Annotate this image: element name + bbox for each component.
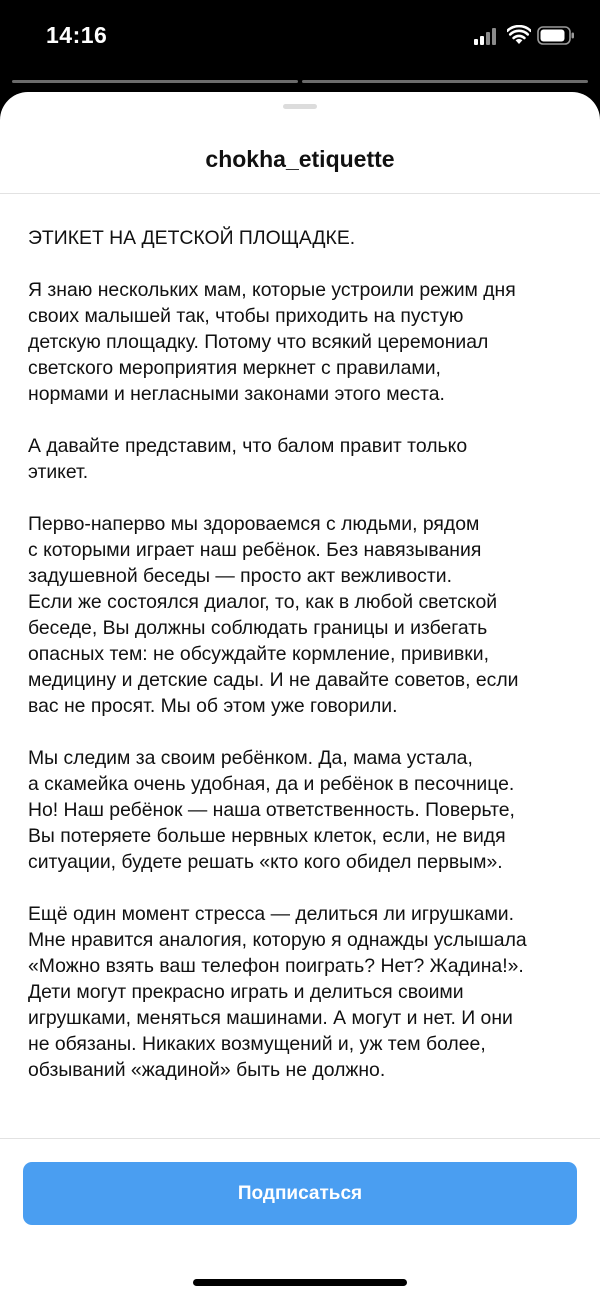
- home-indicator[interactable]: [193, 1279, 407, 1286]
- divider: [0, 193, 600, 194]
- subscribe-button[interactable]: Подписаться: [23, 1162, 577, 1225]
- paragraph-heading: ЭТИКЕТ НА ДЕТСКОЙ ПЛОЩАДКЕ.: [28, 227, 356, 249]
- status-time: 14:16: [46, 22, 108, 48]
- sheet-grabber-handle[interactable]: [283, 104, 317, 109]
- paragraph: Перво-наперво мы здороваемся с людьми, рядом с которыми играет наш ребёнок. Без навязывания задушевной беседы — просто акт вежливости. Если же состоялся диалог, то, как в любой светской беседе, Вы должны соблюдать границы и избегать опасных тем: не обсуждайте кормление, прививки, медицину и детские сады. И не давайте советов, если вас не просят. Мы об этом уже говорили.: [28, 513, 519, 717]
- sheet-title: chokha_etiquette: [205, 146, 395, 172]
- status-bar: [0, 0, 600, 70]
- wifi-icon: [507, 25, 531, 45]
- paragraph: Мы следим за своим ребёнком. Да, мама устала, а скамейка очень удобная, да и ребёнок в песочнице. Но! Наш ребёнок — наша ответственность. Поверьте, Вы потеряете больше нервных клеток, если, не видя ситуации, будете решать «кто кого обидел первым».: [28, 747, 515, 873]
- story-progress-bars: [12, 80, 588, 84]
- story-progress-bar: [302, 80, 588, 83]
- paragraph: А давайте представим, что балом правит только этикет.: [28, 435, 468, 483]
- post-text: [28, 225, 576, 1109]
- battery-icon: [537, 26, 575, 45]
- bottom-sheet: [0, 92, 600, 1297]
- paragraph: Я знаю нескольких мам, которые устроили режим дня своих малышей так, чтобы приходить на пустую детскую площадку. Потому что всякий церемониал светского мероприятия меркнет с правилами, нормами и негласными законами этого места.: [28, 279, 516, 405]
- story-progress-bar: [12, 80, 298, 83]
- divider: [0, 1138, 600, 1139]
- paragraph: Ещё один момент стресса — делиться ли игрушками. Мне нравится аналогия, которую я однажды услышала «Можно взять ваш телефон поиграть? Нет? Жадина!». Дети могут прекрасно играть и делиться своими игрушками, меняться машинами. А могут и нет. И они не обязаны. Никаких возмущений и, уж тем более, обзываний «жадиной» быть не должно.: [28, 903, 527, 1081]
- cellular-signal-icon: [474, 27, 500, 45]
